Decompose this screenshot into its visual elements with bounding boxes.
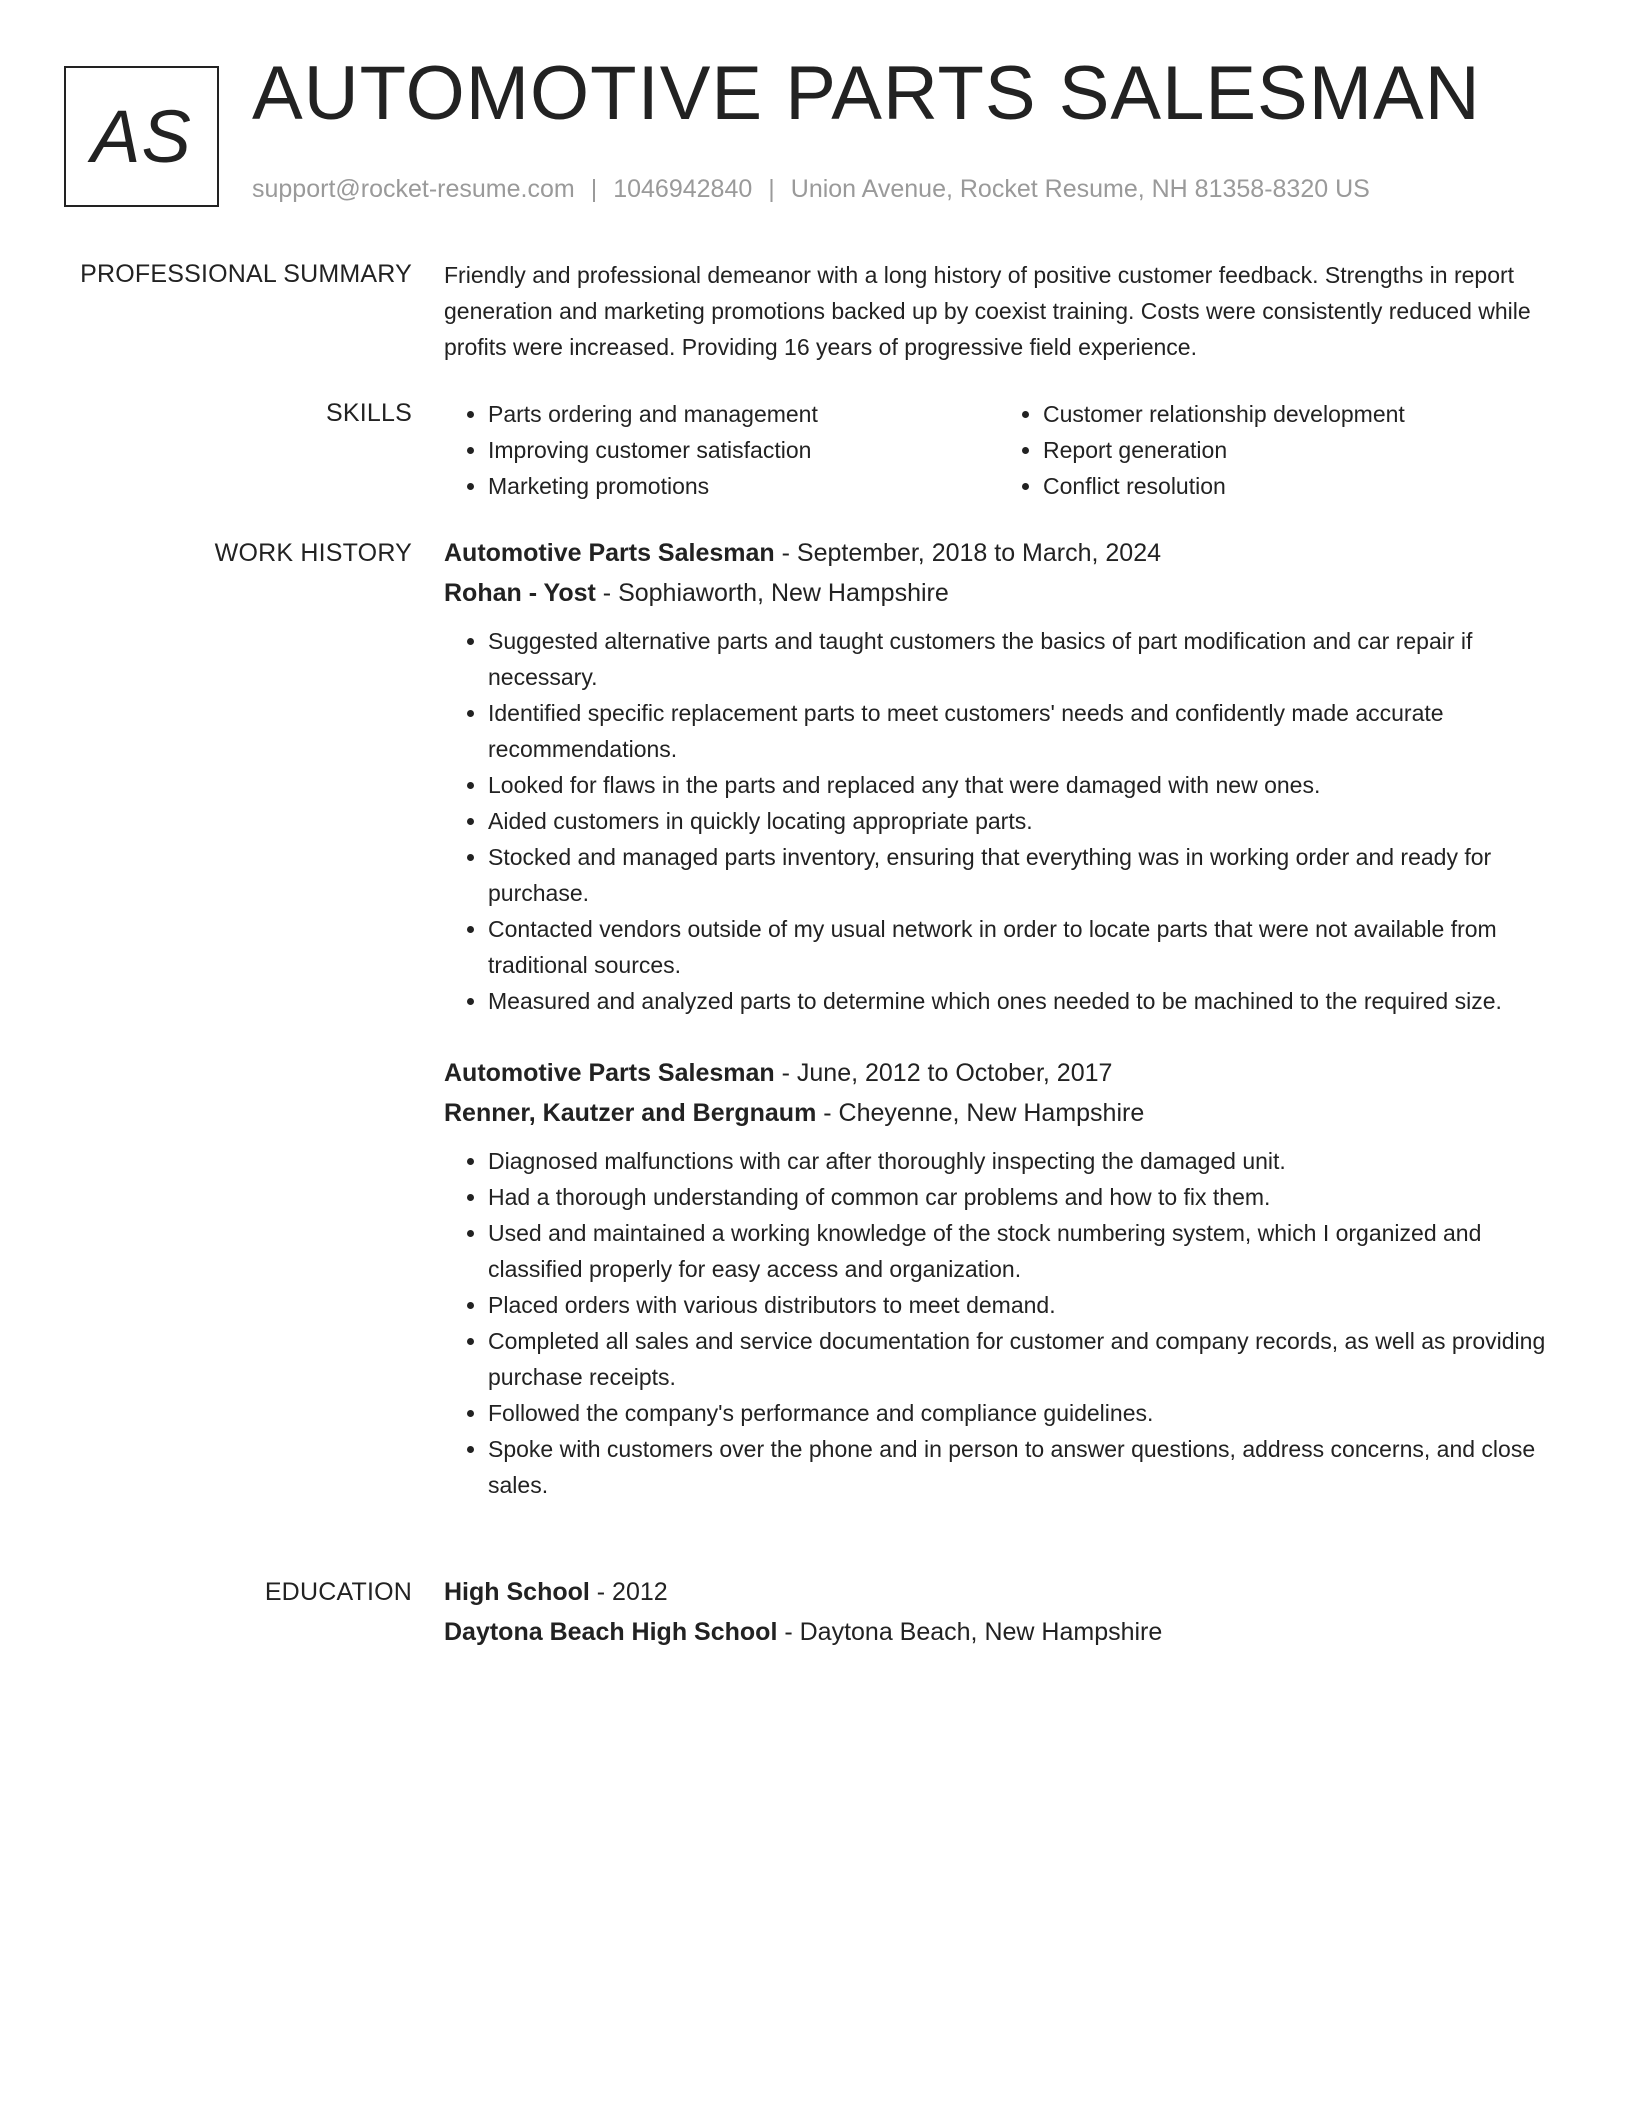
skills-list-right — [999, 396, 1554, 504]
job-title-line — [444, 533, 1554, 573]
job-duty: • Placed orders with various distributors to meet demand. — [488, 1287, 1554, 1323]
contact-address: Union Avenue, Rocket Resume, NH 81358-8320 US — [790, 175, 1370, 203]
contact-separator: | — [590, 175, 598, 203]
job-title: Automotive Parts Salesman — [444, 539, 775, 567]
resume-title: AUTOMOTIVE PARTS SALESMAN — [252, 51, 1481, 136]
skill-item: • Marketing promotions — [488, 468, 999, 504]
education-year: - 2012 — [589, 1578, 668, 1606]
contact-phone: 1046942840 — [613, 175, 753, 203]
job-duty: • Spoke with customers over the phone and in person to answer questions, address concerns, and close sales. — [488, 1431, 1554, 1503]
job-duty: • Stocked and managed parts inventory, ensuring that everything was in working order and ready for purchase. — [488, 839, 1554, 911]
job-location: - Cheyenne, New Hampshire — [816, 1099, 1145, 1127]
education-school: Daytona Beach High School — [444, 1618, 778, 1646]
job-company: Renner, Kautzer and Bergnaum — [444, 1099, 817, 1127]
summary-heading: PROFESSIONAL SUMMARY — [80, 260, 412, 288]
skill-item: • Improving customer satisfaction — [488, 432, 999, 468]
skills-list-left — [444, 396, 999, 504]
education-degree: High School — [444, 1578, 590, 1606]
job-duty: • Looked for flaws in the parts and replaced any that were damaged with new ones. — [488, 767, 1554, 803]
job-duty: • Completed all sales and service documentation for customer and company records, as well as providing purchase receipts. — [488, 1323, 1554, 1395]
job-entry — [444, 1053, 1554, 1503]
job-dates: - September, 2018 to March, 2024 — [774, 539, 1162, 567]
contact-line — [252, 174, 1370, 204]
skills-heading: SKILLS — [326, 399, 412, 427]
monogram-logo: AS — [64, 66, 219, 207]
job-duty: • Used and maintained a working knowledge of the stock numbering system, which I organized and classified properly for easy access and organization. — [488, 1215, 1554, 1287]
education-body — [444, 1572, 1554, 1662]
job-duty: • Had a thorough understanding of common car problems and how to fix them. — [488, 1179, 1554, 1215]
work-history-heading: WORK HISTORY — [214, 539, 412, 567]
education-location: - Daytona Beach, New Hampshire — [777, 1618, 1163, 1646]
job-company-line — [444, 1093, 1554, 1133]
job-location: - Sophiaworth, New Hampshire — [595, 579, 949, 607]
education-degree-line — [444, 1572, 1554, 1612]
education-heading: EDUCATION — [264, 1578, 412, 1606]
job-duty: • Identified specific replacement parts to meet customers' needs and confidently made accurate recommendations. — [488, 695, 1554, 767]
job-duty: • Diagnosed malfunctions with car after thoroughly inspecting the damaged unit. — [488, 1143, 1554, 1179]
job-duties-list — [444, 1143, 1554, 1503]
job-entry — [444, 533, 1554, 1019]
contact-email: support@rocket-resume.com — [252, 175, 575, 203]
job-duty: • Aided customers in quickly locating appropriate parts. — [488, 803, 1554, 839]
skills-columns — [444, 396, 1554, 504]
job-duty: • Suggested alternative parts and taught customers the basics of part modification and car repair if necessary. — [488, 623, 1554, 695]
work-history-body — [444, 533, 1554, 1537]
summary-body — [444, 257, 1554, 365]
skill-item: • Parts ordering and management — [488, 396, 999, 432]
job-duty: • Followed the company's performance and compliance guidelines. — [488, 1395, 1554, 1431]
contact-separator: | — [768, 175, 775, 203]
job-duties-list — [444, 623, 1554, 1019]
education-school-line — [444, 1612, 1554, 1652]
job-title-line — [444, 1053, 1554, 1093]
job-dates: - June, 2012 to October, 2017 — [774, 1059, 1113, 1087]
job-title: Automotive Parts Salesman — [444, 1059, 775, 1087]
job-company: Rohan - Yost — [444, 579, 596, 607]
skill-item: • Report generation — [1043, 432, 1554, 468]
job-company-line — [444, 573, 1554, 613]
summary-text: Friendly and professional demeanor with a long history of positive customer feedback. Strengths in report generation and marketing promotions backed up by coexist training. Costs were consistently reduced while profits were increased. Providing 16 years of progressive field experience. — [444, 262, 1531, 360]
skill-item: • Conflict resolution — [1043, 468, 1554, 504]
job-duty: • Contacted vendors outside of my usual network in order to locate parts that were not available from traditional sources. — [488, 911, 1554, 983]
skill-item: • Customer relationship development — [1043, 396, 1554, 432]
skills-body — [444, 396, 1554, 504]
job-duty: • Measured and analyzed parts to determine which ones needed to be machined to the required size. — [488, 983, 1554, 1019]
